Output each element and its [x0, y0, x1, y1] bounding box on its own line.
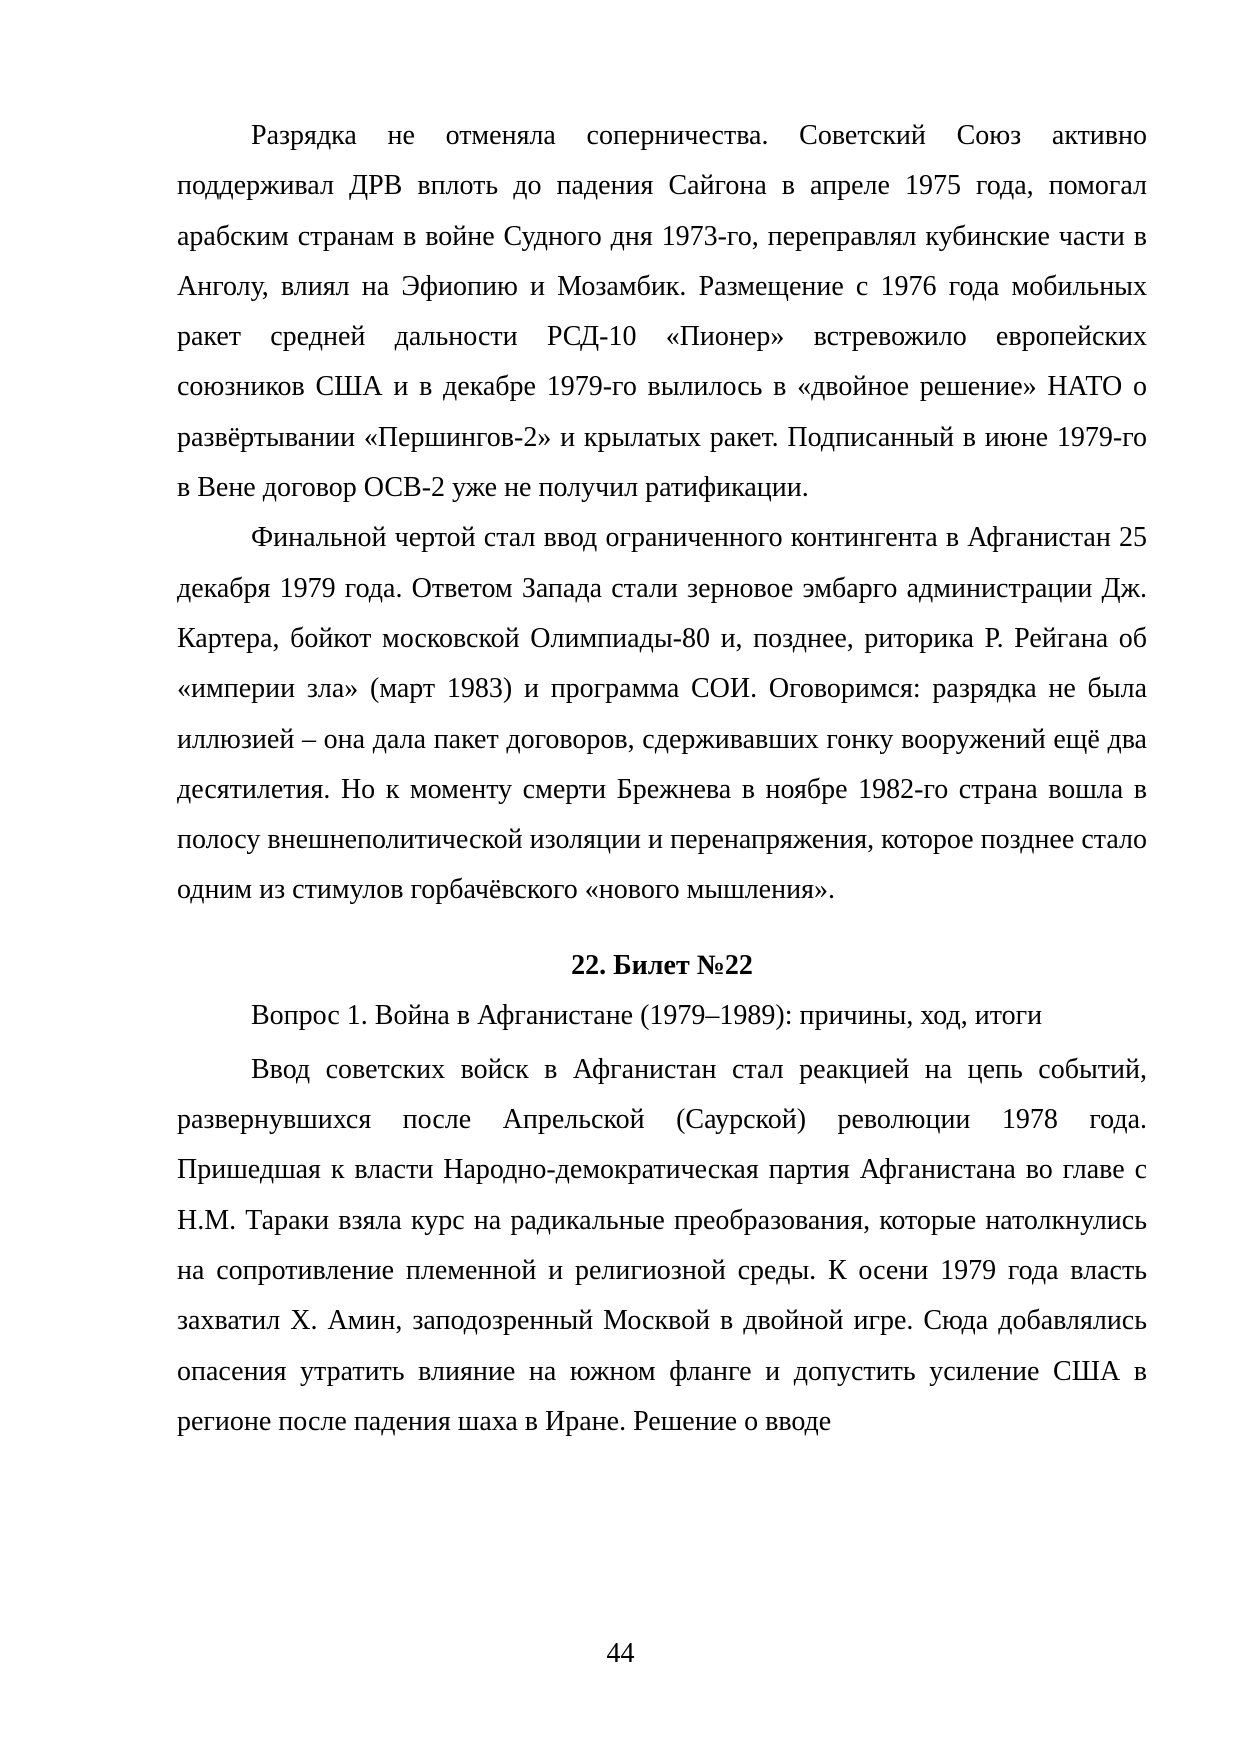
page-number: 44	[606, 1638, 635, 1669]
spacer	[177, 916, 1147, 941]
paragraph-detente-rivalry: Разрядка не отменяла соперничества. Советский Союз активно поддерживал ДРВ вплоть до падения Сайгона в апреле 1975 года, помогал арабским странам в войне Судного дня 1973-го, переправлял кубинские части в Анголу, влиял на Эфиопию и Мозамбик. Размещение с 1976 года мобильных ракет средней дальности РСД-10 «Пионер» встревожило европейских союзников США и в декабре 1979-го вылилось в «двойное решение» НАТО о развёртывании «Першингов-2» и крылатых ракет. Подписанный в июне 1979-го в Вене договор ОСВ-2 уже не получил ратификации.	[177, 120, 1147, 504]
page-body	[177, 111, 1147, 1447]
question-title: Вопрос 1. Война в Афганистане (1979–1989): причины, ход, итоги	[251, 999, 1043, 1031]
paragraph-afghanistan-entry: Финальной чертой стал ввод ограниченного контингента в Афганистан 25 декабря 1979 года. Ответом Запада стали зерновое эмбарго администрации Дж. Картера, бойкот московской Олимпиады-80 и, позднее, риторика Р. Рейгана об «империи зла» (март 1983) и программа СОИ. Оговоримся: разрядка не была иллюзией – она дала пакет договоров, сдерживавших гонку вооружений ещё два десятилетия. Но к моменту смерти Брежнева в ноябре 1982-го страна вошла в полосу внешнеполитической изоляции и перенапряжения, которое позднее стало одним из стимулов горбачёвского «нового мышления».	[177, 522, 1147, 906]
paragraph-afghan-war-causes: Ввод советских войск в Афганистан стал реакцией на цепь событий, развернувшихся после Апрельской (Саурской) революции 1978 года. Пришедшая к власти Народно-демократическая партия Афганистана во главе с Н.М. Тараки взяла курс на радикальные преобразования, которые натолкнулись на сопротивление племенной и религиозной среды. К осени 1979 года власть захватил Х. Амин, заподозренный Москвой в двойной игре. Сюда добавлялись опасения утратить влияние на южном фланге и допустить усиление США в регионе после падения шаха в Иране. Решение о вводе	[177, 1053, 1147, 1437]
section-heading: 22. Билет №22	[571, 949, 753, 981]
